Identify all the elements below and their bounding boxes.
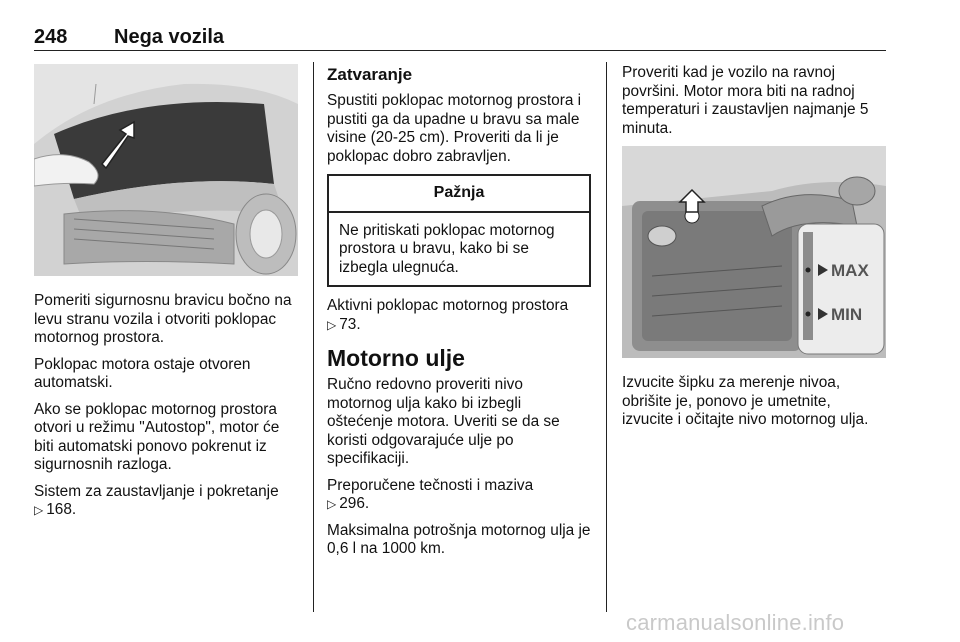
page-reference-icon: ▷: [327, 317, 337, 332]
section-title: Motorno ulje: [327, 345, 465, 371]
paragraph: Pomeriti sigurnosnu bravicu bočno na levu stranu vozila i otvoriti poklopac motornog prostora.: [34, 292, 292, 346]
paragraph-text: Sistem za zaustavljanje i pokretanje: [34, 482, 279, 500]
caution-box: [327, 174, 591, 287]
paragraph: Proveriti kad je vozilo na ravnoj površini. Motor mora biti na radnoj temperaturi i zaustavljen najmanje 5 minuta.: [622, 64, 869, 137]
paragraph-text: Preporučene tečnosti i maziva: [327, 476, 534, 494]
engine-dipstick-illustration: [622, 146, 886, 358]
dipstick-max-label: MAX: [831, 261, 869, 280]
column-divider-2: [606, 62, 607, 612]
page-number: 248: [34, 26, 68, 48]
watermark: carmanualsonline.info: [626, 610, 845, 635]
paragraph: [34, 483, 300, 520]
hood-release-illustration: [34, 64, 298, 276]
page-header: [34, 26, 886, 52]
column-divider-1: [313, 62, 314, 612]
paragraph: [327, 297, 591, 334]
column-3: [622, 64, 886, 438]
paragraph: Ako se poklopac motornog prostora otvori u režimu "Autostop", motor će biti automatski ponovo pokrenut iz sigurnosnih razloga.: [34, 400, 280, 473]
paragraph: Maksimalna potrošnja motornog ulja je 0,6 l na 1000 km.: [327, 521, 591, 557]
column-2: [327, 64, 591, 567]
subheading: Zatvaranje: [327, 65, 413, 84]
paragraph: [327, 477, 591, 514]
page-reference: 168.: [46, 501, 77, 518]
paragraph-text: Aktivni poklopac motornog prostora: [327, 297, 569, 314]
paragraph: Ručno redovno proveriti nivo motornog ulja kako bi izbegli oštećenje motora. Uveriti se da se koristi odgovarajuće ulje po specifikaciji.: [327, 376, 560, 467]
header-rule: [34, 50, 886, 51]
paragraph: Izvucite šipku za merenje nivoa, obrišite je, ponovo je umetnite, izvucite i očitajte nivo motornog ulja.: [622, 374, 869, 428]
page-reference-icon: ▷: [327, 497, 337, 511]
caution-body: Ne pritiskati poklopac motornog prostora u bravu, kako bi se izbegla ulegnuća.: [339, 221, 555, 276]
page-reference-icon: ▷: [34, 503, 44, 517]
column-1: [34, 64, 300, 528]
dipstick-min-label: MIN: [831, 305, 863, 324]
page-reference: 73.: [339, 315, 361, 333]
paragraph: Spustiti poklopac motornog prostora i pustiti ga da upadne u bravu sa male visine (20-25 cm). Proveriti da li je poklopac dobro zabravljen.: [327, 92, 582, 165]
chapter-title: Nega vozila: [114, 26, 225, 48]
page-reference: 296.: [339, 495, 370, 512]
paragraph: Poklopac motora ostaje otvoren automatski.: [34, 355, 251, 391]
caution-title: Pažnja: [329, 176, 589, 213]
